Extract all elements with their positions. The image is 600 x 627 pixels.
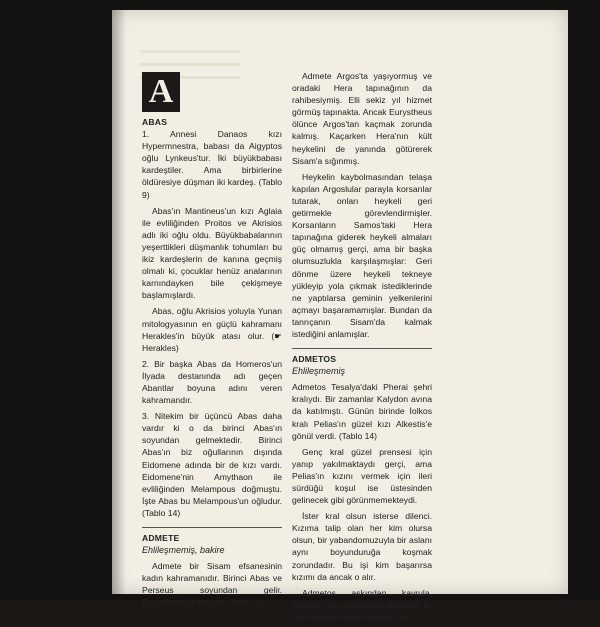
abas-paragraph-5: 3. Nitekim bir üçüncü Abas daha vardır ki o da birinci Abas'ın soyundan gelmektedir. Birinci Abas'ın biz oğullarının dışında Eidomene adında bir de kızı vardı. Eidomene'nin Amythaon ile evliliğinden Melampous doğmuştu. İşte Abas bu Melampous'un oğludur. (Tablo 14): [142, 411, 282, 518]
admetos-paragraph-2: Genç kral güzel prensesi için yanıp yakılmaktaydı gerçi, ama Pelias'ın kızını vermek için ileri sürdüğü koşul ise üstesinden gelinecek gibi görünmemekteydi.: [292, 446, 432, 506]
admete-paragraph-1: Admete bir Sisam efsanesinin kadın kahramanıdır. Birinci Abas ve Perseus soyundan gelir. Eurystheus'un kızıydı. (Tablo 9): [142, 561, 282, 608]
admete-paragraph-3: Heykelin kaybolmasından telaşa kapılan Argoslular parayla korsanlar tutarak, onları heykeli geri getirmekle görevlendirmişler. Korsanların Samos'taki Hera tapınağına giderek heykeli almaları güç olmamış gerçi, ama bir başka olumsuzlukla karşılaşmışlar: Geri dönme üzere heykeli tekneye yükleyip yola çıkmak istediklerinde ne yaptılarsa geminin yelkenlerini açmayı başaramamışlar. Bundan da tanrıçanın Sisam'da kalmak istediğini anlamışlar.: [292, 171, 432, 339]
entry-title-admetos: ADMETOS: [292, 354, 337, 365]
admete-paragraph-2: Admete Argos'ta yaşıyormuş ve oradaki Hera tapınağının da rahibesiymiş. Elli sekiz yıl hizmet görmüş tapınakta. Ancak Eurystheus ölünce Argos'tan kaçmak zorunda kalmış. Kaçarken Hera'nın kült heykelini de yanında götürerek Sisam'a sığınmış.: [292, 71, 432, 166]
admetos-paragraph-1: Admetos Tesalya'daki Pherai şehri kralıydı. Bir zamanlar Kalydon avına da katılmıştı. Günün birinde İolkos kralı Pelias'ın güzel kızı Alkestis'e gönül verdi. (Tablo 14): [292, 382, 432, 441]
admetos-paragraph-3: İster kral olsun isterse dilenci. Kızıma talip olan her kim olursa olsun, bir yabandomuzuyla bir aslanı aynı boyunduruğa koşmak zorundadır. Bu işi kim başarırsa kızımı da ancak o alır.: [292, 511, 432, 582]
admetos-paragraph-4: Admetos aşkından kavrula, kavrula mum gibi eriyip gidecekti ki, Tanrı Apollon yetişti yardımına: [292, 587, 432, 622]
right-column: [292, 70, 432, 627]
entry-subtitle-admete: Ehlileşmemiş, bakire: [142, 545, 225, 556]
entry-title-admete: ADMETE: [142, 533, 180, 543]
abas-paragraph-2: Abas'ın Mantineus'un kızı Aglaia ile evliliğinden Proitos ve Akrisios adlı iki oğlu oldu. Büyükbabalarının yeşerttikleri düşmanlık tohumları bu ikiz kardeşlerin de kanına geçmiş olmalı ki, çocuklar henüz analarının karnındayken bile çekişmeye başlamışlardı.: [142, 205, 282, 301]
left-column: [142, 114, 282, 613]
abas-paragraph-1: 1. Annesi Danaos kızı Hypermnestra, babası da Aigyptos oğlu Lynkeus'tur. İki büyükbabası kardeştiler. Ama birbirlerine öldüresiye düşman iki kardeş. (Tablo 9): [142, 129, 282, 200]
entry-divider: [142, 527, 282, 528]
section-initial-letter: A: [142, 72, 180, 112]
page-gutter: [112, 10, 126, 594]
abas-paragraph-3: Abas, oğlu Akrisios yoluyla Yunan mitologyasının en güçlü kahramanı Herakles'in büyük atası olur. (☛ Herakles): [142, 306, 282, 353]
entry-subtitle-admetos: Ehlileşmemiş: [292, 366, 346, 377]
book-page: [112, 10, 568, 622]
abas-paragraph-4: 2. Bir başka Abas da Homeros'un İlyada destanında adı geçen Abantlar boyuna adını veren kahramandır.: [142, 358, 282, 406]
entry-divider: [292, 348, 432, 349]
entry-title-abas: ABAS: [142, 117, 168, 127]
